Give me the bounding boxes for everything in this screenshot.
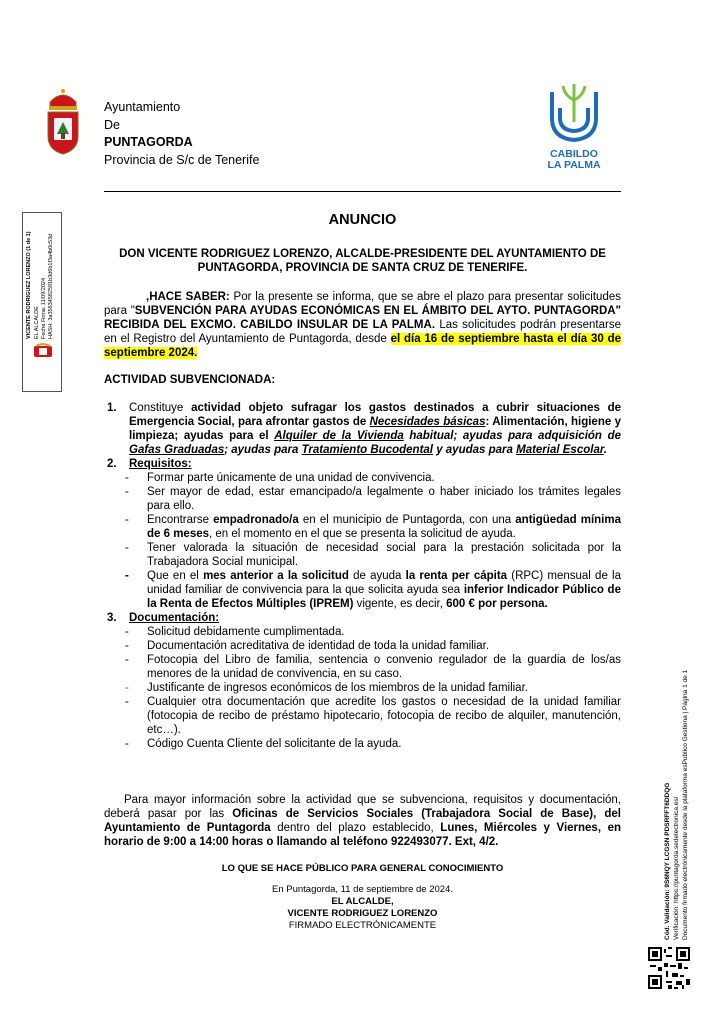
municipality-header (104, 99, 259, 169)
documento-text: Cualquier otra documentación que acredite los gastos o necesidad de la unidad familiar (fotocopia de recibo de préstamo hipotecario, fotocopia de recibo de alquiler, manutención, etc…). (147, 696, 621, 736)
document-title: ANUNCIO (328, 212, 397, 228)
item-text: habitual; ayudas para adquisición de (403, 430, 621, 442)
item-number: 1. (107, 402, 117, 414)
document-subtitle: DON VICENTE RODRIGUEZ LORENZO, ALCALDE-PRESIDENTE DEL AYUNTAMIENTO DE PUNTAGORDA, PROVINCIA DE SANTA CRUZ DE TENERIFE. (119, 248, 606, 274)
requisito-item (104, 485, 621, 513)
cabildo-emblem-icon (543, 78, 605, 144)
documento-text: Justificante de ingresos económicos de los miembros de la unidad familiar. (147, 682, 528, 694)
item-text: Necesidades básicas (369, 416, 486, 428)
item-text: Alquiler de la Vivienda (274, 430, 404, 442)
intro-deadline-highlight: el día 16 de septiembre hasta el día 30 de septiembre 2024. (104, 333, 622, 359)
requisito-item (104, 569, 621, 611)
documento-text: Documentación acreditativa de identidad de toda la unidad familiar. (147, 640, 490, 652)
dash-bullet: - (125, 626, 129, 638)
requisito-text: Que en el (147, 570, 204, 582)
item-text: y ayudas para (433, 444, 517, 456)
closing-text: dentro del plazo establecido, (270, 822, 441, 834)
documento-text: Código Cuenta Cliente del solicitante de la ayuda. (147, 738, 402, 750)
dash-bullet: - (125, 738, 129, 750)
stamp-coat-icon (32, 343, 54, 359)
dash-bullet: - (125, 570, 129, 582)
stamp-text-2: EL ALCALDE (34, 306, 40, 339)
numbered-list (104, 401, 621, 751)
list-item-documentacion (104, 611, 621, 625)
signature-block (104, 884, 621, 932)
requisito-text: (RPC) mensual de la unidad familiar de convivencia para la que solicita ayuda sea (147, 570, 621, 596)
requisito-text: 600 € por persona. (446, 598, 548, 610)
item-text: actividad objeto sufragar los gastos destinados a cubrir situaciones de Emergencia Social, para afrontar gastos de (129, 402, 622, 428)
item-text: : Alimentación, higiene y limpieza; ayudas para el (129, 416, 621, 442)
qr-code (648, 947, 690, 989)
intro-lead: ,HACE SABER: (146, 291, 230, 303)
list-item-requisitos (104, 457, 621, 471)
coat-of-arms-logo (42, 86, 84, 158)
cabildo-la-palma-logo (543, 78, 605, 171)
requisito-item (104, 471, 621, 485)
stamp-text-3: Fecha Firma: 11/09/2024 (41, 277, 47, 339)
verification-code-text: Cód. Validación: 9S6NQY LCGSN PDSRFFT6DDQG (664, 782, 671, 940)
item-text: ; ayudas para (224, 444, 302, 456)
item-text: . (603, 444, 607, 456)
requisito-text: vigente, es decir, (353, 598, 447, 610)
closing-paragraph (104, 793, 621, 849)
dash-bullet: - (125, 696, 129, 708)
stamp-text-1: VICENTE RODRIGUEZ LORENZO (1 de 1) (26, 231, 32, 339)
requisito-text: la renta per cápita (405, 570, 508, 582)
signature-electronic: FIRMADO ELECTRÓNICAMENTE (288, 920, 437, 931)
cabildo-label-1: CABILDO (550, 148, 598, 160)
requisito-text: en el municipio de Puntagorda, con una (298, 514, 516, 526)
intro-subsidy-name: SUBVENCIÓN PARA AYUDAS ECONÓMICAS EN EL ÁMBITO DEL AYTO. PUNTAGORDA" RECIBIDA DEL EXCMO. CABILDO INSULAR DE LA PALMA. (104, 305, 622, 331)
intro-paragraph (104, 290, 621, 360)
signature-role: EL ALCALDE, (331, 896, 394, 907)
documento-item (104, 737, 621, 751)
signature-name: VICENTE RODRIGUEZ LORENZO (287, 908, 438, 919)
signature-stamp-box (22, 212, 62, 392)
requisito-item (104, 513, 621, 541)
dash-bullet: - (125, 472, 129, 484)
requisito-text: , en el momento en el que se presenta la solicitud de ayuda. (209, 528, 516, 540)
requisito-text: mes anterior a la solicitud (203, 570, 349, 582)
public-notice-line: LO QUE SE HACE PÚBLICO PARA GENERAL CONOCIMIENTO (221, 863, 504, 874)
documento-text: Fotocopia del Libro de familia, sentencia o convenio regulador de la guardia de los/as menores de la unidad de convivencia, en su caso. (147, 654, 621, 680)
documento-text: Solicitud debidamente cumplimentada. (147, 626, 345, 638)
cabildo-label-2: LA PALMA (547, 159, 601, 171)
requisito-text: Encontrarse (147, 514, 214, 526)
item-number: 3. (107, 612, 117, 624)
intro-text-1: Por la presente se informa, que se abre el plazo para presentar solicitudes para " (104, 291, 621, 317)
header-municipality-name: PUNTAGORDA (104, 135, 193, 149)
header-divider (104, 191, 621, 192)
dash-bullet: - (125, 514, 129, 526)
intro-text-2: Las solicitudes podrán presentarse en el Registro del Ayuntamiento de Puntagorda, desde (104, 319, 622, 345)
requisito-text: empadronado/a (213, 514, 299, 526)
item-text: Material Escolar (516, 444, 604, 456)
dash-bullet: - (125, 486, 129, 498)
closing-text: Para mayor información sobre la actividad que se subvenciona, requisitos y documentación, deberá pasar por las (104, 794, 621, 820)
requisito-text: Tener valorada la situación de necesidad social para la prestación solicitada por la Trabajadora Social municipal. (147, 542, 621, 568)
dash-bullet: - (125, 542, 129, 554)
documento-item (104, 695, 621, 737)
closing-text: Oficinas de Servicios Sociales (Trabajadora Social de Base), del Ayuntamiento de Puntagorda (104, 808, 621, 834)
item-text: Gafas Graduadas (129, 444, 225, 456)
documento-item (104, 625, 621, 639)
requisito-item (104, 541, 621, 569)
item-number: 2. (107, 458, 117, 470)
item-text: Constituye (129, 402, 192, 414)
documento-item (104, 681, 621, 695)
header-province: Provincia de S/c de Tenerife (104, 152, 260, 167)
list-item-activity (104, 401, 621, 457)
item-text: Tratamiento Bucodental (301, 444, 433, 456)
requisito-text: antigüedad mínima de 6 meses (147, 514, 622, 540)
verification-url-text: Verificación: https://puntagorda.sedelectronica.es/ (673, 796, 680, 940)
dash-bullet: - (125, 654, 129, 666)
documento-item (104, 653, 621, 681)
documentacion-heading: Documentación: (129, 612, 220, 624)
header-line-2: De (104, 117, 120, 132)
requisito-text: Formar parte únicamente de una unidad de convivencia. (147, 472, 435, 484)
dash-bullet: - (125, 640, 129, 652)
header-line-1: Ayuntamiento (104, 100, 181, 114)
stamp-text-4: HASH: 3a35634582591b3d6b1f3a4b0c53d (48, 233, 54, 339)
closing-text: Lunes, Miércoles y Viernes, en horario de 9:00 a 14:00 horas o llamando al teléfono 922493077. Ext, 4/2. (104, 822, 622, 848)
requisito-text: de ayuda (348, 570, 406, 582)
activity-heading: ACTIVIDAD SUBVENCIONADA: (104, 374, 276, 386)
requisitos-heading: Requisitos: (129, 458, 192, 470)
documento-item (104, 639, 621, 653)
requisito-text: inferior Indicador Público de la Renta de Efectos Múltiples (IPREM) (147, 584, 621, 610)
requisito-text: Ser mayor de edad, estar emancipado/a legalmente o haber iniciado los trámites legales para ello. (147, 486, 621, 512)
signature-date: En Puntagorda, 11 de septiembre de 2024. (272, 884, 453, 895)
verification-platform-text: Documento firmado electrónicamente desde la plataforma esPublico Gestiona | Página 1 de 1 (682, 669, 689, 940)
dash-bullet: - (125, 682, 129, 694)
